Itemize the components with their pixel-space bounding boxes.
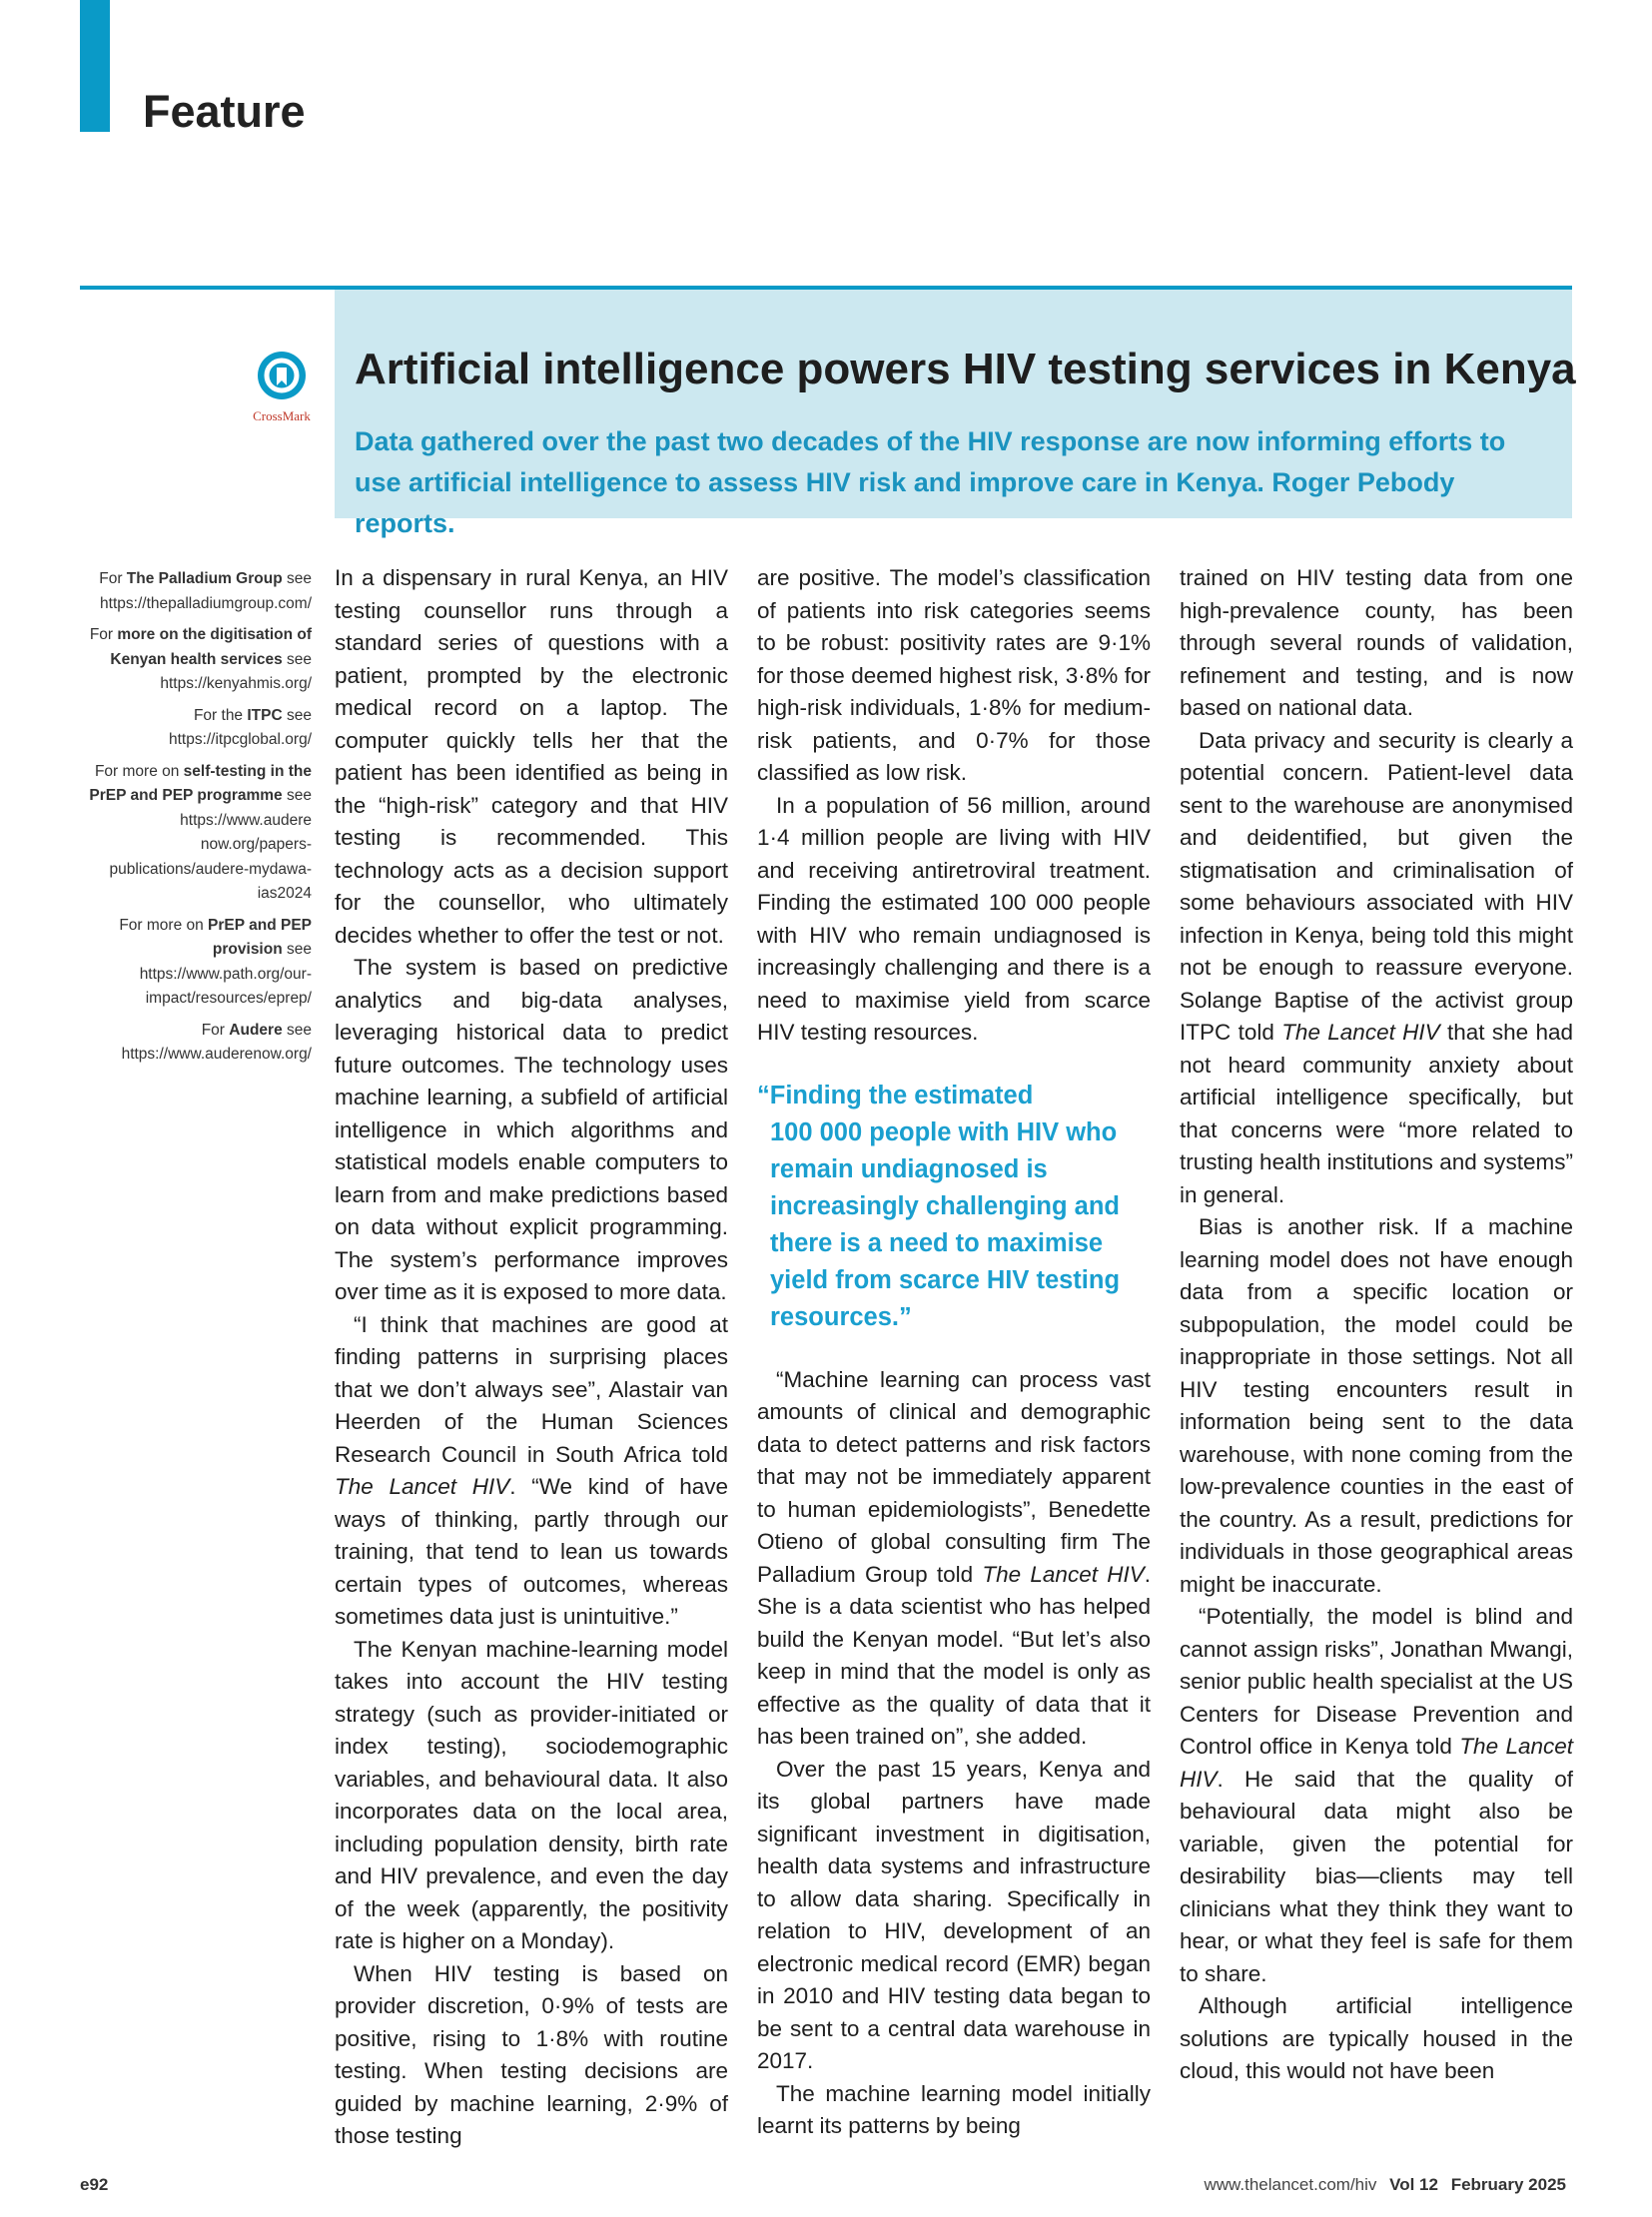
journal-date: February 2025 (1450, 2175, 1566, 2194)
body-paragraph: “Machine learning can process vast amounts of clinical and demographic data to detect patterns and risk factors that may not be immediately apparent to human epidemiologists”, Benedette Otieno of global consulting firm The Palladium Group told The Lancet HIV. She is a data scientist who has helped build the Kenyan model. “But let’s also keep in mind that the model is only as effective as the quality of data that it has been trained on”, she added. (757, 1366, 1151, 1749)
body-column-2 (757, 562, 1151, 2143)
body-paragraph: Bias is another risk. If a machine learning model does not have enough data from a specific location or subpopulation, the model could be inappropriate in those settings. Not all HIV testing encounters result in information being sent to the data warehouse, with none coming from the low-prevalence counties in the east of the country. As a result, predictions for individuals in those geographical areas might be inaccurate. (1180, 1214, 1573, 1597)
body-paragraph: The system is based on predictive analytics and big-data analyses, leveraging historical data to predict future outcomes. The technology uses machine learning, a subfield of artificial intelligence in which algorithms and statistical models enable computers to learn from and make predictions based on data without explicit programming. The system’s performance improves over time as it is exposed to more data. (335, 955, 728, 1304)
sidenotes (80, 567, 312, 1075)
journal-footer (1205, 2175, 1567, 2195)
sidenote: For more on self-testing in the PrEP and PEP programme see https://www.audere​now.org/papers-publications/audere-mydawa-ias2024 (89, 762, 312, 902)
sidenote: For more on the digitisation of Kenyan health services see https://kenyahmis.org/ (89, 626, 312, 692)
section-label: Feature (143, 86, 306, 137)
pull-quote-line: increasingly challenging and (770, 1191, 1121, 1220)
sidenote: For Audere see https://www.auderenow.org/ (121, 1021, 312, 1063)
pull-quote (757, 1078, 1151, 1336)
journal-title-italic: The Lancet HIV (1180, 1734, 1574, 1792)
body-paragraph: The machine learning model initially learnt its patterns by being (757, 2080, 1151, 2138)
body-paragraph: are positive. The model’s classification of patients into risk categories seems to be robust: positivity rates are 9·1% for those deemed highest risk, 3·8% for high-risk individuals, 1·8% for medium-risk patients, and 0·7% for those classified as low risk. (757, 565, 1151, 785)
sidenote-topic: more on the digitisation of Kenyan health services (110, 626, 312, 668)
body-column-2-top (757, 562, 1151, 1050)
pull-quote-line: remain undiagnosed is (770, 1154, 1048, 1183)
sidenote: For the ITPC see https://itpcglobal.org/ (168, 706, 312, 748)
body-paragraph: “I think that machines are good at finding patterns in surprising places that we don’t always see”, Alastair van Heerden of the Human Sciences Research Council in South Africa told The Lancet HIV. “We kind of have ways of thinking, partly through our training, that tend to lean us towards certain types of outcomes, whereas sometimes data just is unintuitive.” (335, 1311, 728, 1629)
sidenote-topic: Audere (229, 1021, 283, 1039)
crossmark-icon (256, 350, 308, 401)
sidenote-link[interactable]: https://kenyahmis.org/ (160, 675, 312, 692)
body-paragraph: Over the past 15 years, Kenya and its global partners have made significant investment in digitisation, health data systems and infrastructure to allow data sharing. Specifically in relation to HIV, development of an electronic medical record (EMR) began in 2010 and HIV testing data began to be sent to a central data warehouse in 2017. (757, 1756, 1151, 2073)
sidenote-link[interactable]: https://www.auderenow.org/ (121, 1046, 312, 1063)
pull-quote-line: resources.” (770, 1302, 912, 1331)
pull-quote-line: there is a need to maximise (770, 1228, 1104, 1257)
page-number: e92 (80, 2175, 109, 2194)
body-paragraph: “Potentially, the model is blind and cannot assign risks”, Jonathan Mwangi, senior public health specialist at the US Centers for Disease Prevention and Control office in Kenya told The Lancet HIV. He said that the quality of behavioural data might also be variable, given the potential for desirability bias—clients may tell clinicians what they think they want to hear, or what they feel is safe for them to share. (1180, 1604, 1574, 1986)
body-paragraph: Although artificial intelligence solutions are typically housed in the cloud, this would not have been (1180, 1993, 1573, 2083)
crossmark-label: CrossMark (253, 408, 311, 423)
body-column-1 (335, 562, 728, 2153)
sidenote-link[interactable]: https://www.audere​now.org/papers-publications/audere-mydawa-ias2024 (109, 811, 312, 902)
journal-title-italic: The Lancet HIV (982, 1561, 1145, 1587)
journal-volume: Vol 12 (1389, 2175, 1438, 2194)
pull-quote-line: 100 000 people with HIV who (770, 1117, 1118, 1146)
sidenote-link[interactable]: https://www.path.org/our-impact/resources/eprep/ (139, 965, 312, 1007)
section-color-bar (80, 0, 110, 132)
body-column-2-bottom (757, 1364, 1151, 2143)
journal-title-italic: The Lancet HIV (335, 1474, 510, 1499)
sidenote: For The Palladium Group see https://thepalladiumgroup.com/ (99, 570, 312, 612)
body-paragraph: In a dispensary in rural Kenya, an HIV testing counsellor runs through a standard series of questions with a patient, prompted by the electronic medical record on a laptop. The computer quickly tells her that the patient has been identified as being in the “high-risk” category and that HIV testing is recommended. This technology acts as a decision support for the counsellor, who ultimately decides whether to offer the test or not. (335, 565, 728, 948)
body-paragraph: trained on HIV testing data from one high-prevalence county, has been through several rounds of validation, refinement and testing, and is now based on national data. (1180, 565, 1573, 720)
article-header (335, 290, 1576, 538)
sidenote-link[interactable]: https://thepalladiumgroup.com/ (100, 594, 312, 612)
sidenote-topic: ITPC (247, 706, 283, 724)
crossmark-badge[interactable] (252, 350, 312, 424)
body-paragraph: In a population of 56 million, around 1·4 million people are living with HIV and receiving antiretroviral treatment. Finding the estimated 100 000 people with HIV who remain undiagnosed is increasingly challenging and there is a need to maximise yield from scarce HIV testing resources. (757, 792, 1151, 1045)
pull-quote-line: yield from scarce HIV testing (770, 1265, 1121, 1294)
journal-url[interactable]: www.thelancet.com/hiv (1204, 2175, 1377, 2194)
sidenote-topic: PrEP and PEP provision (208, 916, 312, 958)
body-paragraph: The Kenyan machine-learning model takes into account the HIV testing strategy (such as provider-initiated or index testing), sociodemographic variables, and behavioural data. It also incorporates data on the local area, including population density, birth rate and HIV prevalence, and even the day of the week (apparently, the positivity rate is higher on a Monday). (335, 1636, 728, 1953)
sidenote-topic: The Palladium Group (126, 570, 283, 587)
sidenote: For more on PrEP and PEP provision see https://www.path.org/our-impact/resources/eprep/ (119, 916, 312, 1007)
body-paragraph: Data privacy and security is clearly a potential concern. Patient-level data sent to the warehouse are anonymised and deidentified, but given the stigmatisation and criminalisation of some behaviours associated with HIV infection in Kenya, being told this might not be enough to reassure everyone. Solange Baptise of the activist group ITPC told The Lancet HIV that she had not heard community anxiety about artificial intelligence specifically, but that concerns were “more related to trusting health institutions and systems” in general. (1180, 727, 1573, 1207)
sidenote-topic: self-testing in the PrEP and PEP programme (89, 762, 312, 804)
article-standfirst: Data gathered over the past two decades of the HIV response are now informing efforts to use artificial intelligence to assess HIV risk and improve care in Kenya. Roger Pebody reports. (355, 426, 1506, 538)
article-title: Artificial intelligence powers HIV testing services in Kenya (355, 345, 1576, 393)
body-paragraph: When HIV testing is based on provider discretion, 0·9% of tests are positive, rising to 1·8% with routine testing. When testing decisions are guided by machine learning, 2·9% of those testing (335, 1960, 728, 2148)
journal-title-italic: The Lancet HIV (1281, 1020, 1440, 1045)
sidenote-link[interactable]: https://itpcglobal.org/ (168, 731, 312, 748)
pull-quote-line: “Finding the estimated (757, 1081, 1034, 1109)
body-column-3 (1180, 562, 1573, 2088)
